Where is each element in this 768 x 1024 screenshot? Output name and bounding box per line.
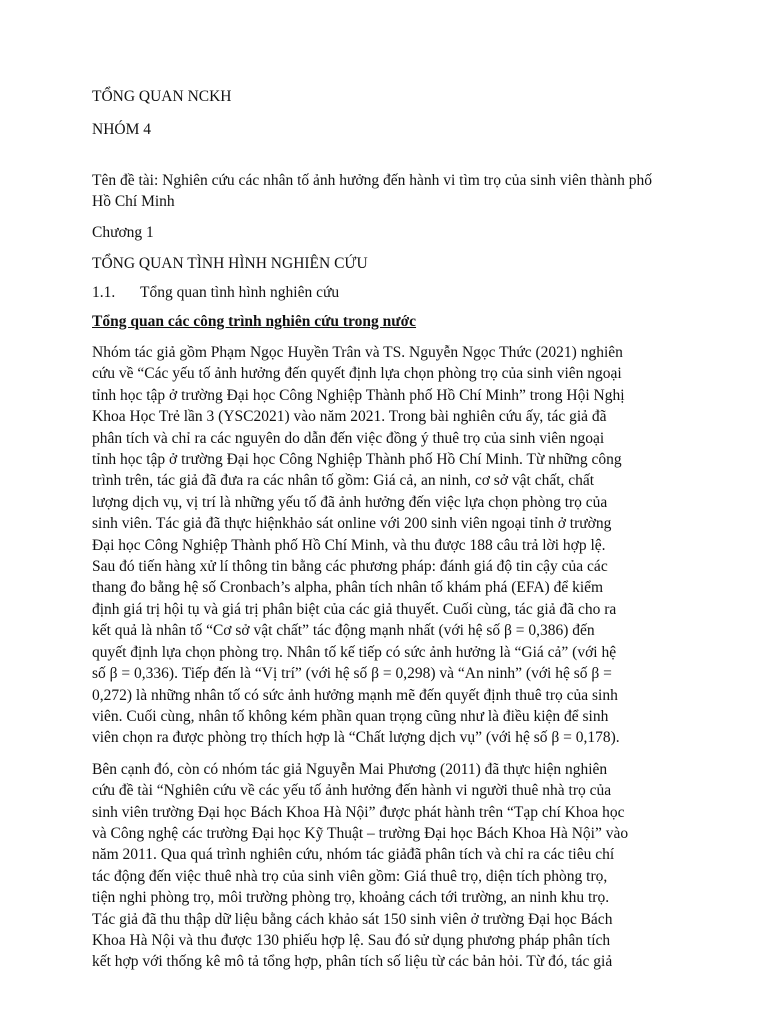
paragraph-2 [92, 759, 674, 973]
paragraph-line: viên chọn ra được phòng trọ thích hợp là “Chất lượng dịch vụ” (với hệ số β = 0,178). [92, 729, 620, 747]
paragraph-line: năm 2011. Qua quá trình nghiên cứu, nhóm tác giảđã phân tích và chỉ ra các tiêu chí [92, 846, 615, 864]
paragraph-line: Nhóm tác giả gồm Phạm Ngọc Huyền Trân và TS. Nguyễn Ngọc Thức (2021) nghiên [92, 344, 623, 361]
paragraph-line: 0,272) là những nhân tố có sức ảnh hưởng mạnh mẽ đến quyết định thuê trọ của sinh [92, 686, 618, 704]
paragraph-line: cứu về “Các yếu tố ảnh hưởng đến quyết định lựa chọn phòng trọ của sinh viên ngoại [92, 365, 622, 383]
paragraph-line: và Công nghệ các trường Đại học Kỹ Thuật – trường Đại học Bách Khoa Hà Nội” vào [92, 824, 629, 842]
paragraph-line: viên. Cuối cùng, nhân tố không kém phần quan trọng cũng như là điều kiện để sinh [92, 707, 609, 725]
paragraph-line: thang đo bằng hệ số Cronbach’s alpha, phân tích nhân tố khám phá (EFA) để kiểm [92, 579, 604, 597]
paragraph-line: phân tích và chỉ ra các nguyên do dẫn đến việc đồng ý thuê trọ của sinh viên ngoại [92, 429, 605, 447]
paragraph-line: kết quả là nhân tố “Cơ sở vật chất” tác động mạnh nhất (với hệ số β = 0,386) đến [92, 622, 595, 640]
paragraph-line: tỉnh học tập ở trường Đại học Công Nghiệp Thành phố Hồ Chí Minh” trong Hội Nghị [92, 386, 625, 404]
paragraph-line: Tác giả đã thu thập dữ liệu bằng cách khảo sát 150 sinh viên ở trường Đại học Bách [92, 910, 613, 928]
paragraph-line: Đại học Công Nghiệp Thành phố Hồ Chí Minh, và thu được 188 câu trả lời hợp lệ. [92, 536, 606, 554]
paragraph-line: Sau đó tiến hàng xử lí thông tin bằng các phương pháp: đánh giá độ tin cậy của các [92, 558, 608, 576]
paragraph-line: lượng dịch vụ, vị trí là những yếu tố đã ảnh hưởng đến việc lựa chọn phòng trọ của [92, 493, 608, 511]
paragraph-line: trình trên, tác giả đã đưa ra các nhân tố gồm: Giá cả, an ninh, cơ sở vật chất, chất [92, 472, 595, 490]
paragraph-line: tác động đến việc thuê nhà trọ của sinh viên gồm: Giá thuê trọ, diện tích phòng trọ, [92, 867, 608, 885]
chapter-label: Chương 1 [92, 224, 154, 241]
chapter-title: TỔNG QUAN TÌNH HÌNH NGHIÊN CỨU [92, 255, 368, 272]
paragraph-line: tỉnh học tập ở trường Đại học Công Nghiệp Thành phố Hồ Chí Minh. Từ những công [92, 451, 622, 469]
document-page [92, 86, 674, 973]
paragraph-line: Khoa Hà Nội và thu được 130 phiếu hợp lệ. Sau đó sử dụng phương pháp phân tích [92, 931, 611, 949]
section-heading [92, 282, 674, 303]
paragraph-line: sinh viên trường Đại học Bách Khoa Hà Nội” được phát hành trên “Tạp chí Khoa học [92, 803, 625, 821]
paragraph-line: sinh viên. Tác giả đã thực hiệnkhảo sát online với 200 sinh viên ngoại tỉnh ở trường [92, 515, 612, 533]
paragraph-line: Khoa Học Trẻ lần 3 (YSC2021) vào năm 2021. Trong bài nghiên cứu ấy, tác giả đã [92, 408, 607, 426]
paragraph-line: quyết định lựa chọn phòng trọ. Nhân tố kế tiếp có sức ảnh hưởng là “Giá cả” (với hệ [92, 643, 617, 661]
section-title: Tổng quan tình hình nghiên cứu [140, 284, 340, 301]
document-heading: TỔNG QUAN NCKH [92, 88, 232, 105]
paragraph-line: kết hợp với thống kê mô tả tổng hợp, phân tích số liệu từ các bản hỏi. Từ đó, tác giả [92, 953, 613, 971]
paragraph-line: tiện nghi phòng trọ, môi trường phòng trọ, khoảng cách tới trường, an ninh khu trọ. [92, 889, 610, 907]
group-label: NHÓM 4 [92, 121, 151, 138]
paragraph-line: số β = 0,336). Tiếp đến là “Vị trí” (với hệ số β = 0,298) và “An ninh” (với hệ số β = [92, 665, 612, 683]
section-number: 1.1. [92, 284, 116, 301]
paragraph-line: Bên cạnh đó, còn có nhóm tác giả Nguyễn Mai Phương (2011) đã thực hiện nghiên [92, 760, 608, 778]
topic-title: Tên đề tài: Nghiên cứu các nhân tố ảnh hưởng đến hành vi tìm trọ của sinh viên thành phố Hồ Chí Minh [92, 172, 653, 210]
paragraph-1 [92, 342, 674, 749]
paragraph-line: định giá trị hội tụ và giá trị phân biệt của các giả thuyết. Cuối cùng, tác giả đã cho ra [92, 600, 617, 618]
paragraph-line: cứu đề tài “Nghiên cứu về các yếu tố ảnh hưởng đến hành vi người thuê nhà trọ của [92, 782, 612, 800]
subsection-title: Tổng quan các công trình nghiên cứu trong nước [92, 313, 417, 330]
